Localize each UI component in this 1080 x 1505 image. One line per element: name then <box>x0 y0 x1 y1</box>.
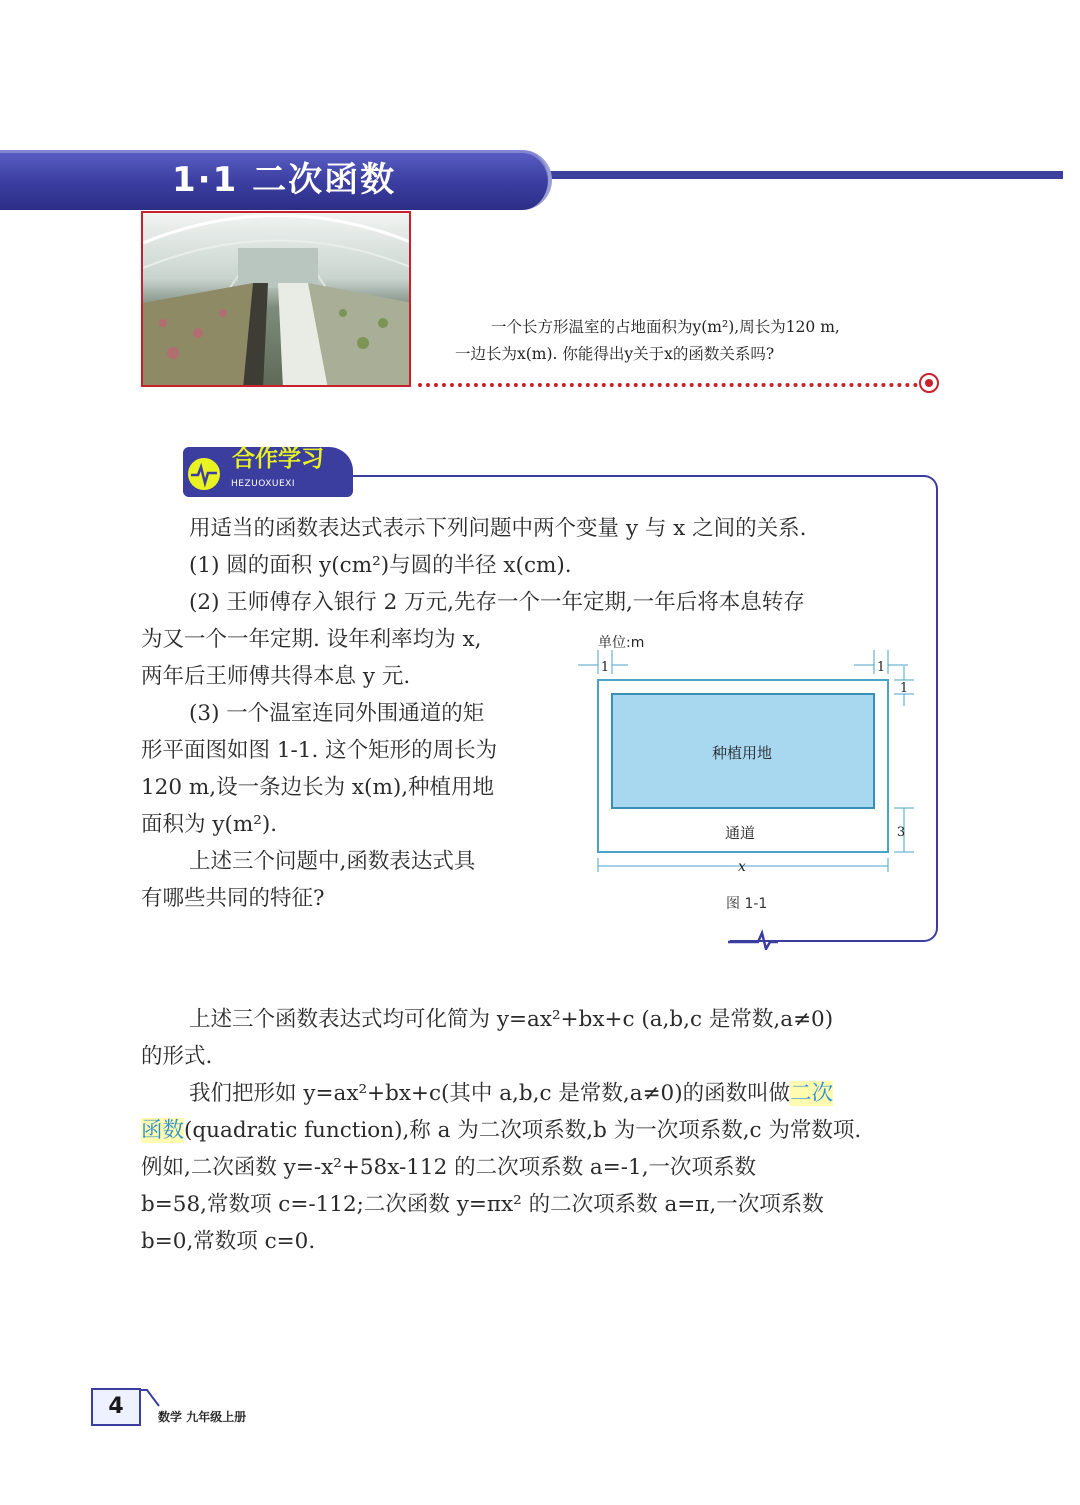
main-p2-line-1 <box>141 1075 951 1112</box>
inner-label: 种植用地 <box>711 744 773 762</box>
intro-question <box>455 314 925 368</box>
main-p2-definition: (quadratic function),称 a 为二次项系数,b 为一次项系数,c 为常数项. <box>184 1118 862 1143</box>
dim-bottom: 3 <box>896 825 906 840</box>
intro-line-1: 一个长方形温室的占地面积为y(m²),周长为120 m, <box>491 318 840 336</box>
question-3-line-2: 形平面图如图 1-1. 这个矩形的周长为 <box>141 738 498 763</box>
frame-squiggle-icon <box>728 925 778 950</box>
path-label: 通道 <box>724 824 756 842</box>
term-quadratic-2: 函数 <box>141 1118 185 1143</box>
question-2-line-2: 为又一个一年定期. 设年利率均为 x, <box>141 627 482 652</box>
greenhouse-diagram <box>570 630 920 920</box>
question-2-line-3: 两年后王师傅共得本息 y 元. <box>141 664 411 689</box>
main-p2-line-3: 例如,二次函数 y=-x²+58x-112 的二次项系数 a=-1,一次项系数 <box>141 1155 757 1180</box>
coop-questions-top <box>141 510 921 621</box>
question-1: (1) 圆的面积 y(cm²)与圆的半径 x(cm). <box>189 553 572 578</box>
dotted-divider <box>418 383 918 387</box>
main-p2-line-4: b=58,常数项 c=-112;二次函数 y=πx² 的二次项系数 a=π,一次项系数 <box>141 1192 824 1217</box>
page-number: 4 <box>91 1388 141 1426</box>
main-p2-text: 我们把形如 y=ax²+bx+c(其中 a,b,c 是常数,a≠0)的函数叫做 <box>189 1081 791 1106</box>
figure-caption: 图 1-1 <box>726 896 768 912</box>
figure-unit: 单位:m <box>598 635 645 651</box>
dim-right: 1 <box>876 660 886 675</box>
coop-subtitle: HEZUOXUEXI <box>231 479 295 489</box>
target-dot-icon <box>919 373 939 393</box>
main-p2-line-2 <box>141 1112 951 1149</box>
book-title: 数学 九年级上册 <box>158 1410 247 1424</box>
main-p2-line-5: b=0,常数项 c=0. <box>141 1229 316 1254</box>
main-text <box>141 1001 951 1260</box>
coop-questions-left <box>141 621 551 917</box>
intro-line-2: 一边长为x(m). 你能得出y关于x的函数关系吗? <box>455 345 775 363</box>
term-quadratic-1: 二次 <box>790 1081 834 1106</box>
question-3-line-3: 120 m,设一条边长为 x(m),种植用地 <box>141 775 495 800</box>
section-title: 1·1 二次函数 <box>172 160 397 200</box>
dim-left: 1 <box>600 660 610 675</box>
question-3-line-4: 面积为 y(m²). <box>141 812 278 837</box>
dim-top: 1 <box>899 681 909 696</box>
main-p1-line-2: 的形式. <box>141 1044 213 1069</box>
question-intro: 用适当的函数表达式表示下列问题中两个变量 y 与 x 之间的关系. <box>189 516 807 541</box>
question-4-line-2: 有哪些共同的特征? <box>141 886 325 911</box>
dim-x: x <box>738 859 746 875</box>
question-4-line-1: 上述三个问题中,函数表达式具 <box>189 849 476 874</box>
question-2-line-1: (2) 王师傅存入银行 2 万元,先存一个一年定期,一年后将本息转存 <box>189 590 805 615</box>
coop-frame-gap <box>330 936 730 946</box>
greenhouse-photo <box>141 211 411 387</box>
coop-title: 合作学习 <box>232 446 324 472</box>
header-rule <box>540 171 1063 179</box>
question-3-line-1: (3) 一个温室连同外围通道的矩 <box>189 701 485 726</box>
main-p1-line-1: 上述三个函数表达式均可化简为 y=ax²+bx+c (a,b,c 是常数,a≠0) <box>189 1007 834 1032</box>
pulse-icon <box>186 456 222 492</box>
